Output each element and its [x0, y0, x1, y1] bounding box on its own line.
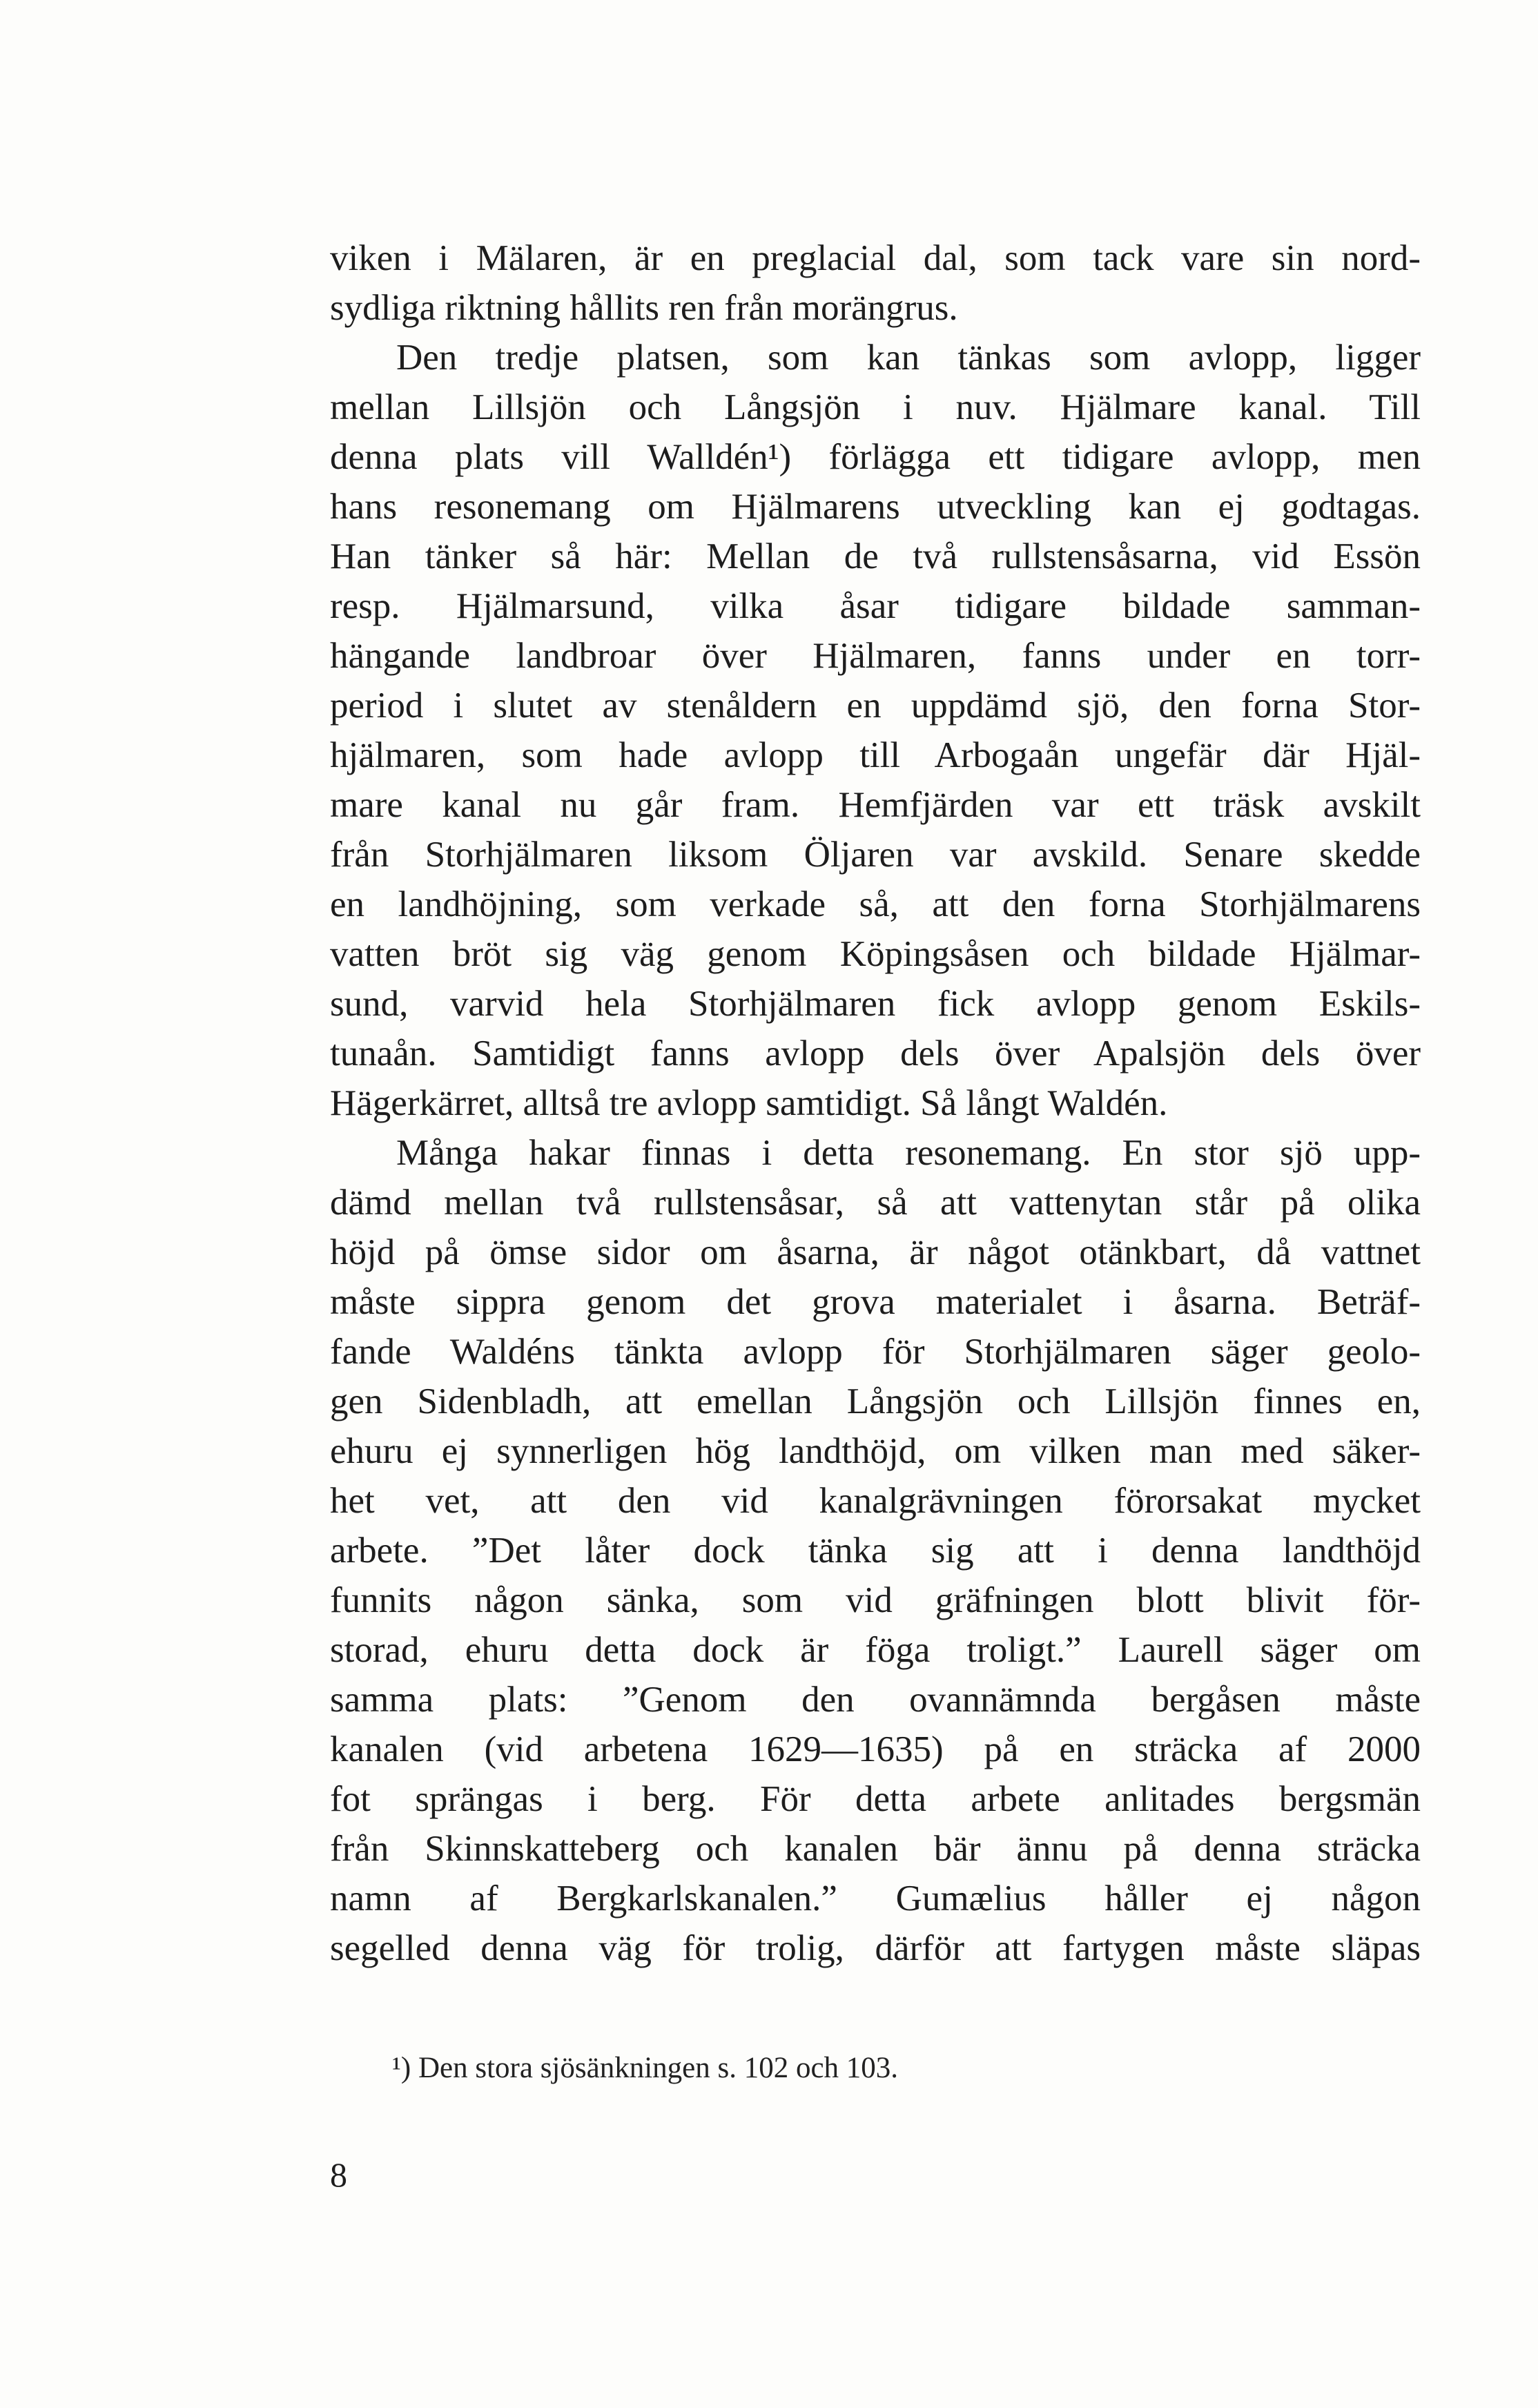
text-line: Han tänker så här: Mellan de två rullstensåsarna, vid Essön: [330, 536, 1421, 576]
text-line: segelled denna väg för trolig, därför att fartygen måste släpas: [330, 1928, 1421, 1968]
footnote-marker: ¹): [392, 2052, 411, 2084]
text-line: samma plats: ”Genom den ovannämnda bergåsen måste: [330, 1680, 1421, 1720]
footnote-text: Den stora sjösänkningen s. 102 och 103.: [418, 2052, 899, 2084]
text-line: gen Sidenbladh, att emellan Långsjön och Lillsjön finnes en,: [330, 1381, 1421, 1421]
text-line: måste sippra genom det grova materialet i åsarna. Beträf-: [330, 1282, 1421, 1322]
text-line: storad, ehuru detta dock är föga troligt.” Laurell säger om: [330, 1630, 1421, 1670]
body-text: [330, 233, 1421, 1973]
text-line: period i slutet av stenåldern en uppdämd sjö, den forna Stor-: [330, 686, 1421, 726]
text-line: namn af Bergkarlskanalen.” Gumælius håller ej någon: [330, 1878, 1421, 1919]
text-line: hans resonemang om Hjälmarens utveckling kan ej godtagas.: [330, 487, 1421, 527]
text-line: en landhöjning, som verkade så, att den forna Storhjälmarens: [330, 884, 1421, 924]
text-line: från Storhjälmaren liksom Öljaren var avskild. Senare skedde: [330, 835, 1421, 875]
text-line: höjd på ömse sidor om åsarna, är något otänkbart, då vattnet: [330, 1232, 1421, 1272]
text-line: funnits någon sänka, som vid gräfningen blott blivit för-: [330, 1580, 1421, 1620]
text-line: resp. Hjälmarsund, vilka åsar tidigare bildade samman-: [330, 586, 1421, 626]
text-line: dämd mellan två rullstensåsar, så att vattenytan står på olika: [330, 1183, 1421, 1223]
text-line: het vet, att den vid kanalgrävningen förorsakat mycket: [330, 1481, 1421, 1521]
text-line: sydliga riktning hållits ren från morängrus.: [330, 288, 958, 328]
text-line: fot sprängas i berg. För detta arbete anlitades bergsmän: [330, 1779, 1421, 1819]
text-line: hängande landbroar över Hjälmaren, fanns under en torr-: [330, 636, 1421, 676]
text-line: ehuru ej synnerligen hög landthöjd, om vilken man med säker-: [330, 1431, 1421, 1471]
text-line: mellan Lillsjön och Långsjön i nuv. Hjälmare kanal. Till: [330, 387, 1421, 427]
text-line: Den tredje platsen, som kan tänkas som avlopp, ligger: [396, 338, 1421, 378]
text-line: från Skinnskatteberg och kanalen bär ännu på denna sträcka: [330, 1829, 1421, 1869]
text-line: hjälmaren, som hade avlopp till Arbogaån ungefär där Hjäl-: [330, 735, 1421, 775]
text-line: Hägerkärret, alltså tre avlopp samtidigt. Så långt Waldén.: [330, 1083, 1168, 1123]
text-line: arbete. ”Det låter dock tänka sig att i denna landthöjd: [330, 1531, 1421, 1571]
text-line: vatten bröt sig väg genom Köpingsåsen och bildade Hjälmar-: [330, 934, 1421, 974]
text-line: Många hakar finnas i detta resonemang. En stor sjö upp-: [396, 1133, 1421, 1173]
text-line: sund, varvid hela Storhjälmaren fick avlopp genom Eskils-: [330, 984, 1421, 1024]
page-number: 8: [330, 2155, 347, 2194]
text-line: mare kanal nu går fram. Hemfjärden var ett träsk avskilt: [330, 785, 1421, 825]
text-line: kanalen (vid arbetena 1629—1635) på en sträcka af 2000: [330, 1729, 1421, 1769]
text-line: viken i Mälaren, är en preglacial dal, som tack vare sin nord-: [330, 238, 1421, 278]
text-line: denna plats vill Walldén¹) förlägga ett tidigare avlopp, men: [330, 437, 1421, 477]
text-line: fande Waldéns tänkta avlopp för Storhjälmaren säger geolo-: [330, 1332, 1421, 1372]
text-line: tunaån. Samtidigt fanns avlopp dels över Apalsjön dels över: [330, 1033, 1421, 1074]
footnote: [392, 2049, 898, 2088]
